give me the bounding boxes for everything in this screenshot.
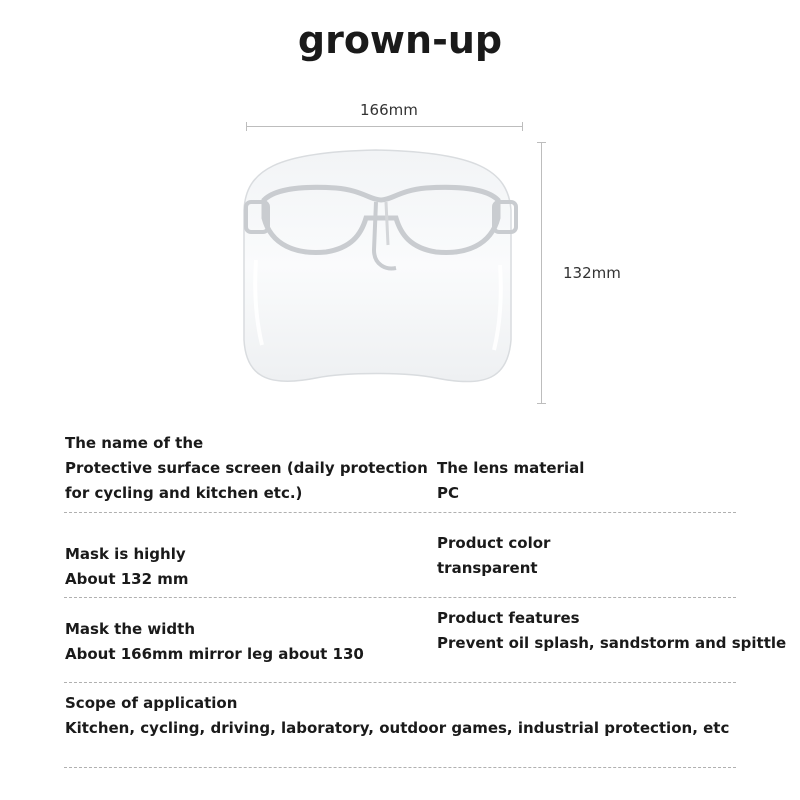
height-value: About 132 mm	[65, 570, 189, 588]
scope-value: Kitchen, cycling, driving, laboratory, outdoor games, industrial protection, etc	[65, 719, 730, 737]
row-divider	[64, 597, 736, 598]
height-dimension-label: 132mm	[563, 264, 621, 282]
width-dimension-label: 166mm	[360, 101, 418, 119]
width-dimension-line	[246, 126, 523, 127]
features-label: Product features	[437, 609, 580, 627]
features-value: Prevent oil splash, sandstorm and spittle	[437, 634, 787, 652]
lens-material-value: PC	[437, 484, 460, 502]
width-value: About 166mm mirror leg about 130	[65, 645, 364, 663]
row-divider	[64, 512, 736, 513]
row-divider	[64, 682, 736, 683]
row-divider	[64, 767, 736, 768]
width-label: Mask the width	[65, 620, 196, 638]
name-value-line2: for cycling and kitchen etc.)	[65, 484, 303, 502]
scope-label: Scope of application	[65, 694, 238, 712]
name-value-line1: Protective surface screen (daily protection	[65, 459, 428, 477]
height-label: Mask is highly	[65, 545, 186, 563]
height-dimension-line	[541, 142, 542, 404]
lens-material-label: The lens material	[437, 459, 585, 477]
name-label: The name of the	[65, 434, 204, 452]
color-value: transparent	[437, 559, 538, 577]
page-title: grown-up	[297, 18, 503, 62]
face-shield-image	[236, 140, 526, 395]
color-label: Product color	[437, 534, 551, 552]
